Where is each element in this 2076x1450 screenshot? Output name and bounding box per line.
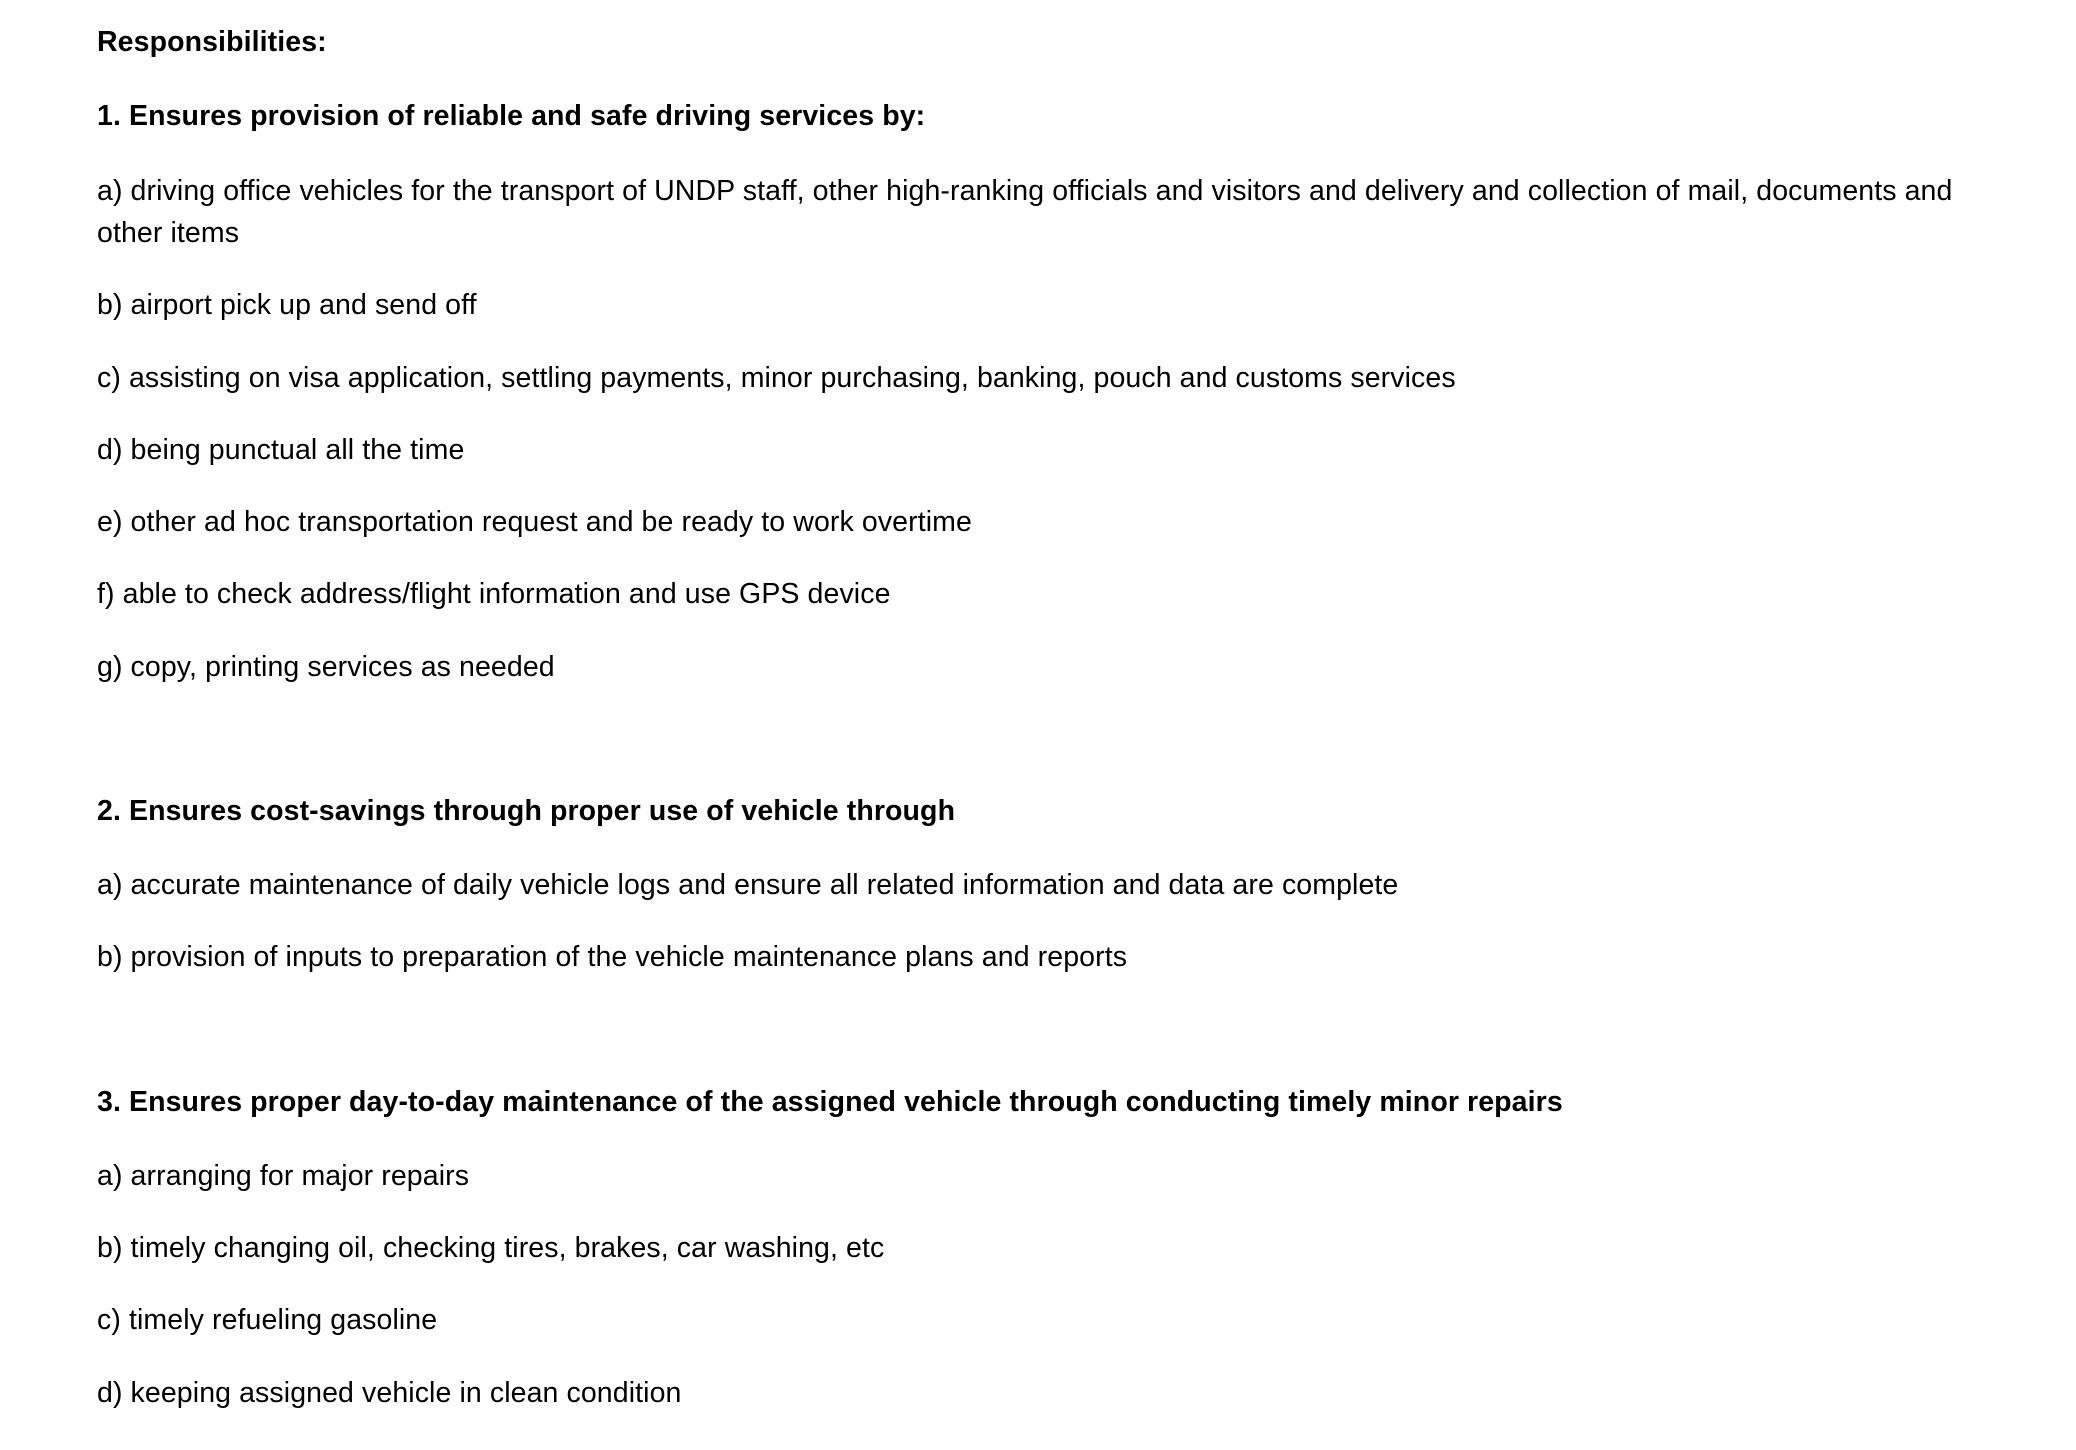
- section-2-title: 2. Ensures cost-savings through proper use of vehicle through: [97, 795, 956, 827]
- section-3-item-c: c) timely refueling gasoline: [97, 1304, 438, 1336]
- section-3-item-a: a) arranging for major repairs: [97, 1160, 470, 1192]
- section-1-item-g: g) copy, printing services as needed: [97, 651, 555, 683]
- section-2-item-b: b) provision of inputs to preparation of the vehicle maintenance plans and reports: [97, 941, 1128, 973]
- section-1-item-d: d) being punctual all the time: [97, 434, 465, 466]
- section-3-item-b: b) timely changing oil, checking tires, brakes, car washing, etc: [97, 1232, 885, 1264]
- section-2-item-a: a) accurate maintenance of daily vehicle logs and ensure all related information and data are complete: [97, 869, 1399, 901]
- section-1-item-f: f) able to check address/flight information and use GPS device: [97, 578, 891, 610]
- section-3-item-d: d) keeping assigned vehicle in clean condition: [97, 1377, 682, 1409]
- section-1-title: 1. Ensures provision of reliable and safe driving services by:: [97, 100, 926, 132]
- section-1-item-a: a) driving office vehicles for the transport of UNDP staff, other high-ranking officials and visitors and delivery and collection of mail, documents and other items: [97, 175, 1953, 249]
- section-1-item-c: c) assisting on visa application, settling payments, minor purchasing, banking, pouch and customs services: [97, 362, 1456, 394]
- page-heading: Responsibilities:: [97, 26, 327, 58]
- section-3-title: 3. Ensures proper day-to-day maintenance of the assigned vehicle through conducting timely minor repairs: [97, 1086, 1563, 1118]
- section-1-item-b: b) airport pick up and send off: [97, 289, 477, 321]
- section-1-item-e: e) other ad hoc transportation request and be ready to work overtime: [97, 506, 972, 538]
